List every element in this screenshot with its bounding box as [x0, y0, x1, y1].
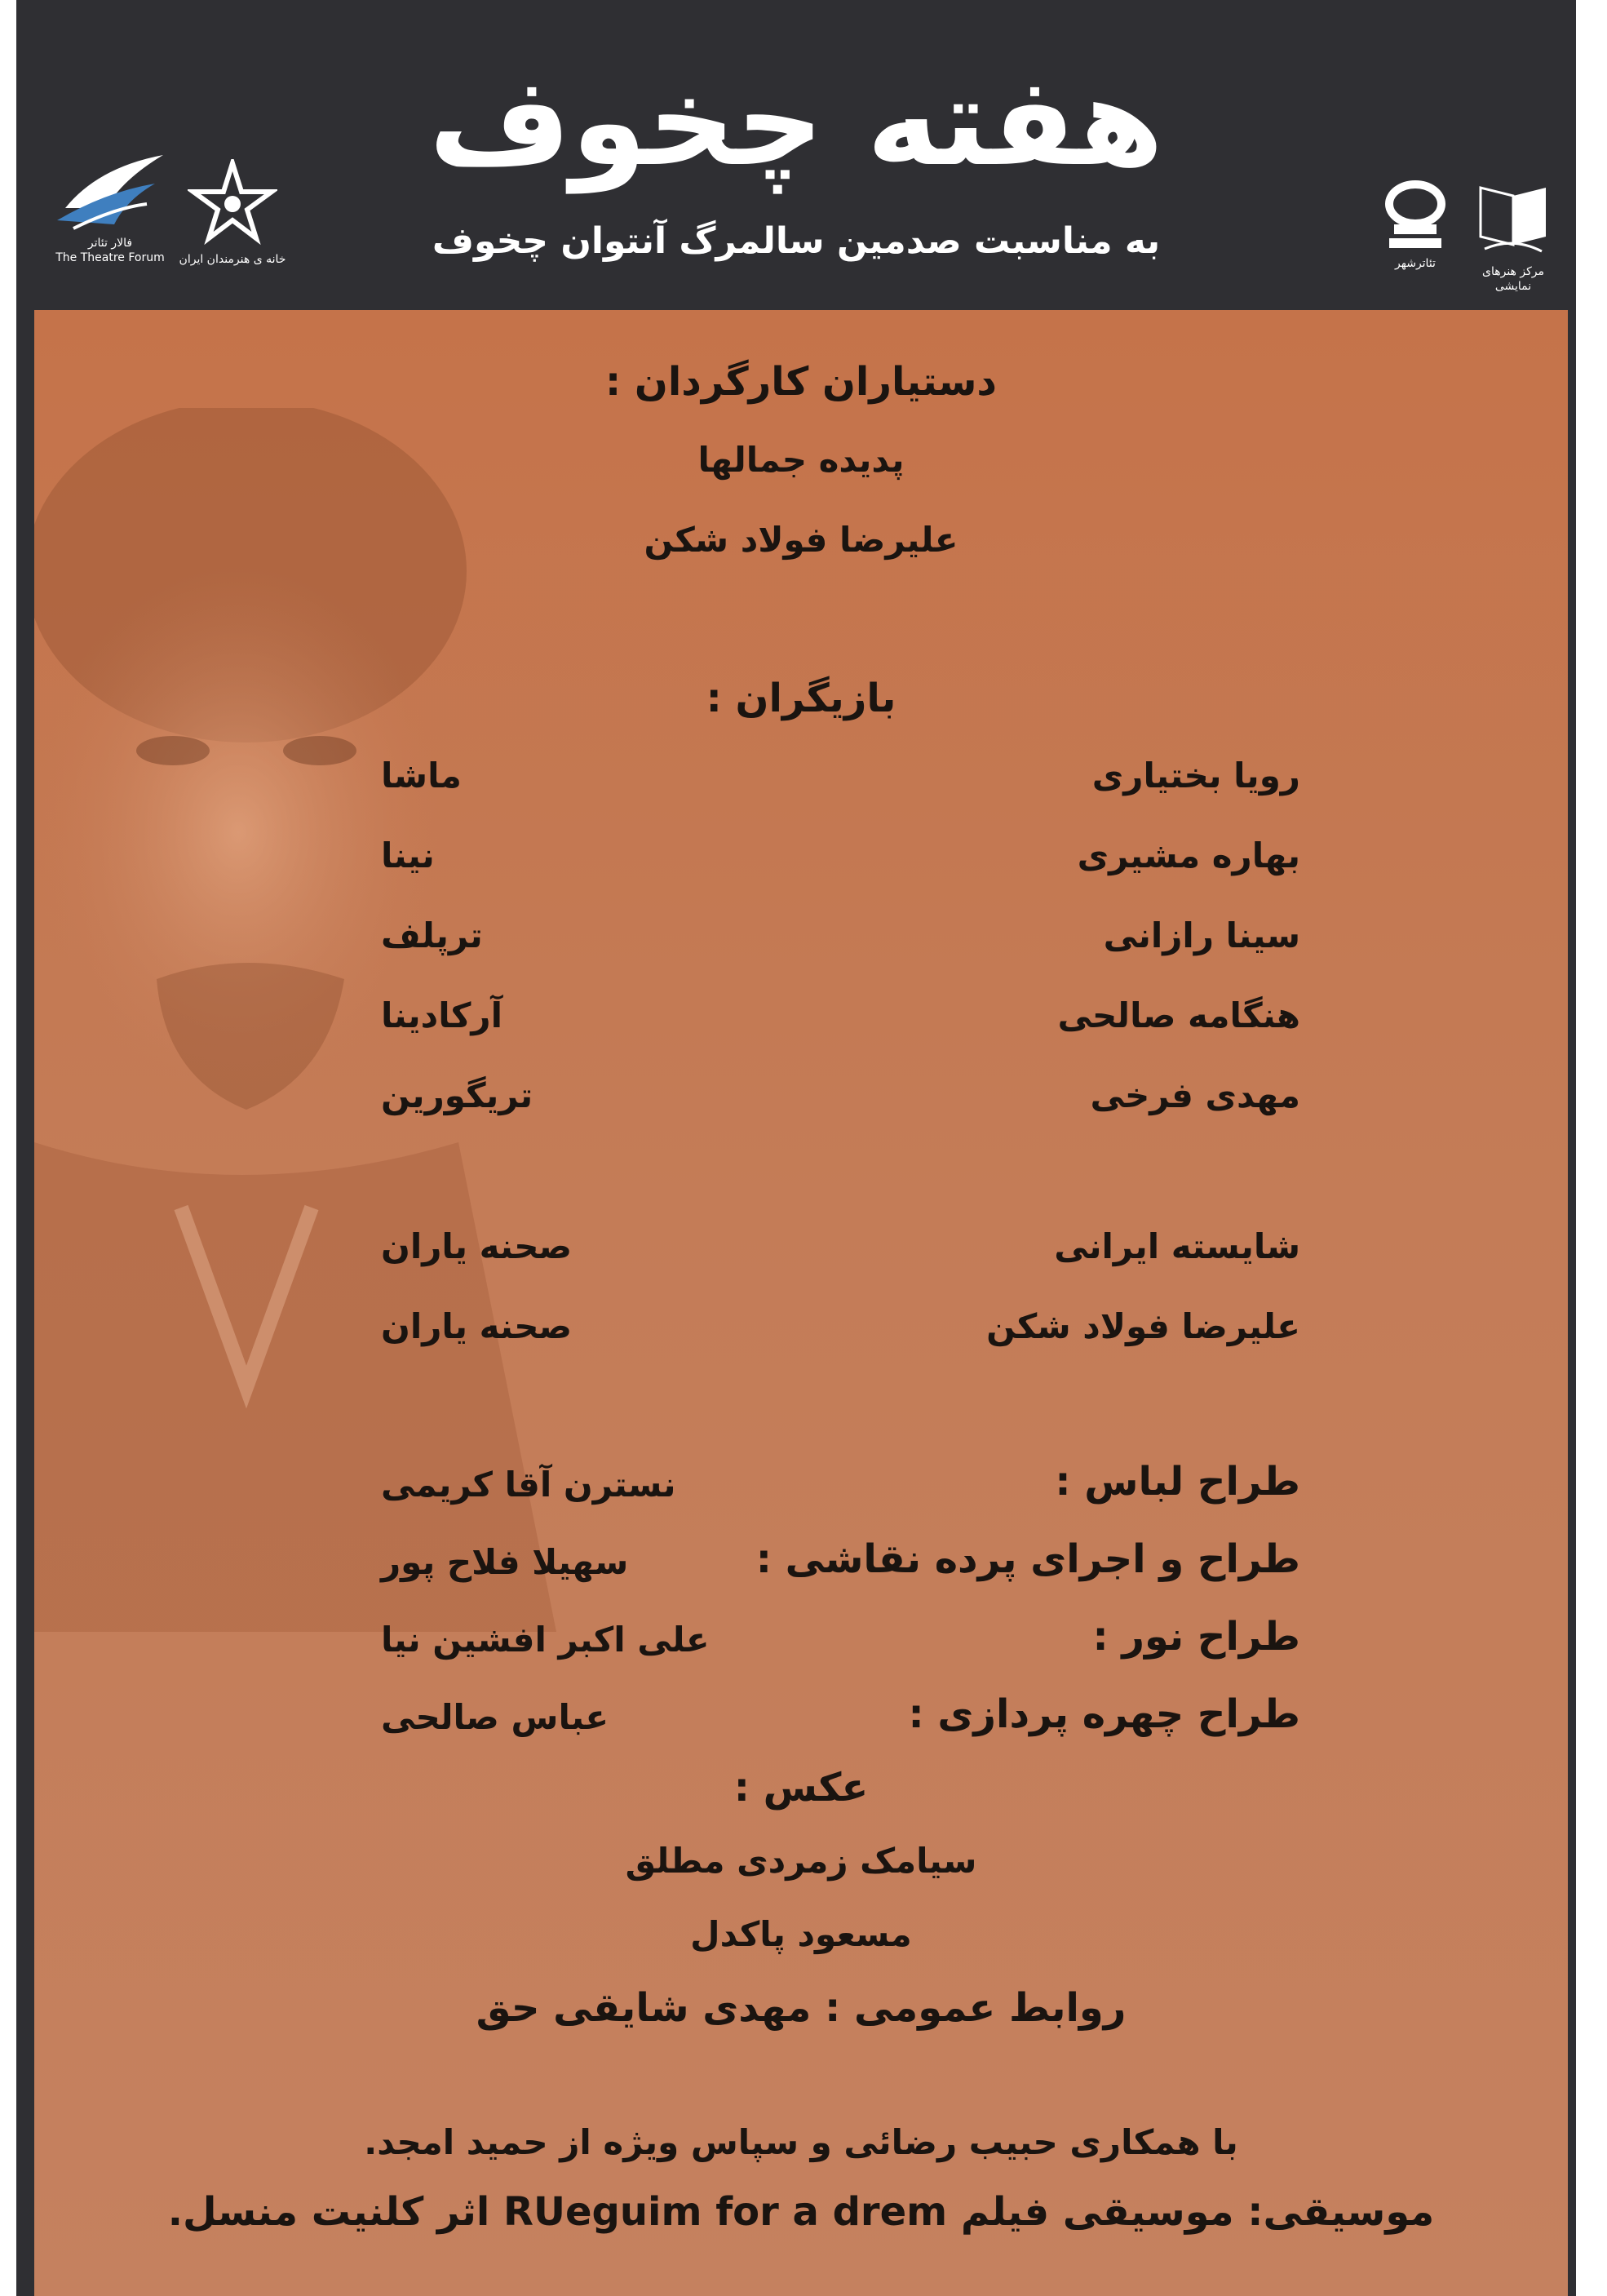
cast-role-2: نینا — [381, 836, 435, 875]
cast-actor-1: رویا بختیاری — [1091, 756, 1300, 796]
public-relations-credit: روابط عمومی : مهدی شایقی حق — [476, 1985, 1127, 2031]
assistants-heading: دستیاران کارگردان : — [604, 359, 998, 405]
photo-heading: عکس : — [733, 1765, 869, 1811]
lighting-designer-title: طراح نور : — [1092, 1614, 1300, 1660]
photographer-name-2: مسعود پاکدل — [690, 1914, 912, 1954]
makeup-designer-title: طراح چهره پردازی : — [908, 1691, 1300, 1737]
credits-panel — [34, 310, 1568, 2296]
acknowledgement-line: با همکاری حبیب رضائی و سپاس ویژه از حمید امجد. — [364, 2122, 1238, 2162]
book-icon — [1468, 180, 1558, 261]
photographer-name-1: سیامک زمردی مطلق — [625, 1841, 977, 1881]
poster-subtitle: به مناسبت صدمین سالمرگ آنتوان چخوف — [432, 220, 1161, 262]
painting-designer-name: سهیلا فلاح پور — [381, 1542, 629, 1582]
cast-role-5: تریگورین — [381, 1075, 533, 1115]
theatre-shahr-name: تئاترشهر — [1395, 257, 1436, 270]
artists-house-logo — [175, 159, 290, 267]
performing-arts-center-logo — [1464, 180, 1562, 294]
theatre-shahr-icon — [1383, 180, 1448, 253]
artists-house-icon — [188, 159, 277, 249]
theatre-forum-logo — [41, 151, 179, 265]
costume-designer-title: طراح لباس : — [1055, 1459, 1300, 1505]
painting-designer-title: طراح و اجرای پرده نقاشی : — [755, 1536, 1300, 1582]
stage-role-2: صحنه یاران — [381, 1306, 573, 1346]
stage-actor-1: شایسته ایرانی — [1054, 1226, 1300, 1266]
stage-actor-2: علیرضا فولاد شکن — [986, 1306, 1300, 1346]
performing-arts-center-name: مرکز هنرهای نمایشی — [1481, 265, 1544, 293]
assistant-name-1: پدیده جمالها — [697, 440, 905, 480]
makeup-designer-name: عباس صالحی — [381, 1697, 609, 1737]
cast-actor-2: بهاره مشیری — [1077, 836, 1300, 875]
cast-actor-5: مهدی فرخی — [1090, 1075, 1300, 1115]
cast-role-4: آرکادینا — [381, 995, 503, 1035]
portrait-image — [34, 408, 703, 1632]
theatre-shahr-logo — [1370, 180, 1460, 271]
cast-heading: بازیگران : — [706, 676, 896, 721]
cast-role-1: ماشا — [381, 756, 462, 796]
theatre-forum-icon — [49, 151, 171, 233]
poster-title: هفته چخوف — [428, 51, 1164, 193]
costume-designer-name: نسترن آقا کریمی — [381, 1465, 676, 1505]
cast-actor-3: سینا رازانی — [1103, 915, 1300, 955]
poster — [16, 0, 1576, 2296]
theatre-forum-latin: The Theatre Forum — [55, 251, 165, 264]
music-credit: موسیقی: موسیقی فیلم RUeguim for a drem اثر کلنیت منسل. — [167, 2189, 1435, 2235]
chekhov-portrait — [34, 408, 703, 1632]
cast-role-3: ترپلف — [381, 915, 483, 955]
assistant-name-2: علیرضا فولاد شکن — [644, 520, 958, 560]
theatre-forum-name: فالار تئاتر — [87, 237, 133, 250]
stage-role-1: صحنه یاران — [381, 1226, 573, 1266]
artists-house-name: خانه ی هنرمندان ایران — [179, 253, 286, 266]
poster-header — [16, 0, 1576, 310]
lighting-designer-name: علی اکبر افشین نیا — [381, 1620, 710, 1660]
cast-actor-4: هنگامه صالحی — [1057, 995, 1300, 1035]
